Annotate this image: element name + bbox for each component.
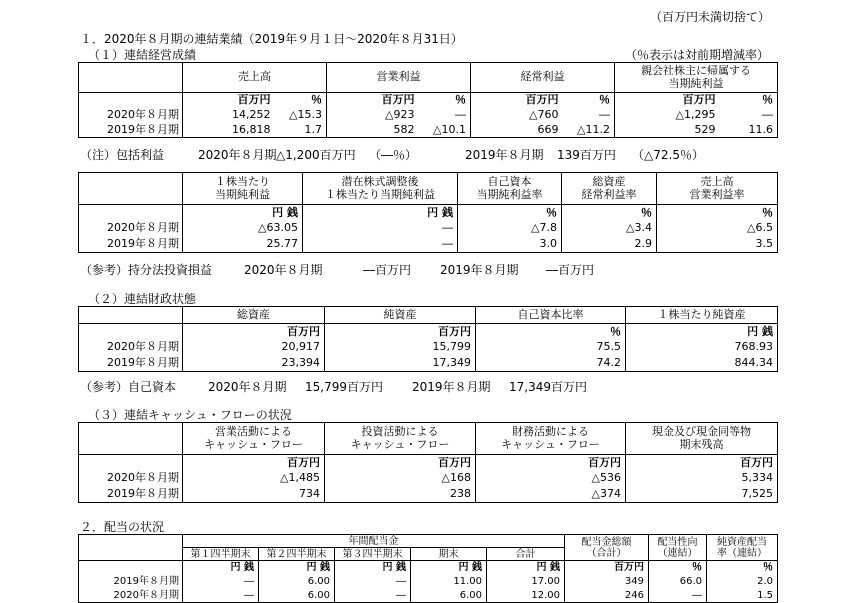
value-cell: △63.05 [183,221,303,237]
unit-cell: ％ [458,205,562,221]
note-year: 2020年８月期 [198,148,277,162]
row-label: 2019年８月期 [79,575,183,589]
value-cell: 6.00 [411,589,487,603]
header-dividend-on-net-assets: 純資産配当 率（連結） [707,535,778,561]
value-cell: △923 [385,107,415,121]
row-label: 2019年８月期 [79,356,183,372]
unit-cell: 百万円 [565,561,649,575]
subsection-title-cash-flows: （３）連結キャッシュ・フローの状況 [88,408,292,422]
dividends-table [78,534,778,603]
header-blank [79,173,183,205]
header-diluted-eps: 潜在株式調整後 １株当たり当期純利益 [303,173,458,205]
operating-results-table [78,62,778,138]
row-label: 2019年８月期 [79,487,183,503]
value-cell: ― [335,589,411,603]
unit-cell: 百万円 [327,93,419,108]
header-blank [79,307,183,324]
unit-cell: 円 銭 [626,324,778,340]
value-cell: 246 [565,589,649,603]
table-row [79,340,778,356]
cash-flow-table [78,422,778,503]
unit-cell: ％ [657,205,778,221]
unit-cell: 円 銭 [487,561,565,575]
unit-cell: ％ [563,93,615,108]
note-value: 15,799百万円 [305,380,383,394]
value-cell: △7.8 [458,221,562,237]
value-cell: 17.00 [487,575,565,589]
note-value: ―百万円 [363,263,412,277]
note-year: 2019年８月期 [440,263,519,277]
unit-cell: 円 銭 [303,205,458,221]
value-cell: ― [303,237,458,253]
value-cell: 6.00 [259,589,335,603]
value-cell: △10.1 [419,123,471,138]
header-financing-cf: 財務活動による キャッシュ・フロー [476,423,626,455]
table-row [79,237,778,253]
value-cell: ― [335,575,411,589]
value-cell: ― [563,108,615,123]
table-row [79,221,778,237]
row-label: 2020年８月期 [79,589,183,603]
value-cell: 2.9 [562,237,657,253]
note-value: △1,200百万円 [276,148,356,162]
header-blank [79,63,183,93]
header-operating-margin: 売上高 営業利益率 [657,173,778,205]
unit-cell: ％ [649,561,707,575]
value-cell: 23,394 [183,356,325,372]
note-value: 17,349百万円 [509,380,587,394]
table-row [79,356,778,372]
value-cell: 768.93 [626,340,778,356]
row-label: 2020年８月期 [79,471,183,487]
header-blank [79,535,183,561]
header-q2: 第２四半期末 [259,548,335,561]
value-cell: △3.4 [562,221,657,237]
header-total: 合計 [487,548,565,561]
equity-method-label: （参考）持分法投資損益 [80,263,213,277]
value-cell: 17,349 [325,356,476,372]
value-cell: △1,295 [675,107,716,121]
subsection-title-financial-position: （２）連結財政状態 [88,292,197,306]
unit-cell: 円 銭 [335,561,411,575]
unit-cell: ％ [419,93,471,108]
header-investing-cf: 投資活動による キャッシュ・フロー [325,423,476,455]
value-cell: 16,818 [183,123,275,138]
note-year: 2020年８月期 [208,380,287,394]
subsection-title-operating-results: （１）連結経営成績 [88,48,197,62]
header-roe: 自己資本 当期純利益率 [458,173,562,205]
header-q3: 第３四半期末 [335,548,411,561]
value-cell: △1,485 [183,471,325,487]
unit-cell: 円 銭 [411,561,487,575]
unit-cell: 百万円 [476,455,626,471]
value-cell: 734 [183,487,325,503]
header-roa: 総資産 経常利益率 [562,173,657,205]
header-net-sales: 売上高 [183,63,327,93]
note-year: 2019年８月期 [412,380,491,394]
comprehensive-income-label: （注）包括利益 [80,148,165,162]
value-cell: △11.2 [563,123,615,138]
table-row [79,589,778,603]
header-annual-dividends: 年間配当金 [183,535,565,548]
value-cell: △168 [325,471,476,487]
value-cell: 7,525 [626,487,778,503]
value-cell: ― [649,589,707,603]
value-cell: 1.5 [707,589,778,603]
value-cell: ― [183,589,259,603]
note-percent: （―％） [369,148,418,162]
note-percent: （△72.5％） [632,148,704,162]
value-cell: △15.3 [275,108,327,123]
unit-cell: ％ [720,93,778,108]
value-cell: 2.0 [707,575,778,589]
header-operating-income: 営業利益 [327,63,471,93]
unit-cell: 百万円 [183,455,325,471]
value-cell: 1.7 [275,123,327,138]
value-cell: 12.00 [487,589,565,603]
header-equity-ratio: 自己資本比率 [476,307,626,324]
header-payout-ratio: 配当性向 （連結） [649,535,707,561]
value-cell: 582 [327,123,419,138]
table-row [79,123,778,138]
per-share-table [78,172,778,253]
financial-position-table [78,306,778,372]
header-operating-cf: 営業活動による キャッシュ・フロー [183,423,325,455]
unit-cell: 円 銭 [259,561,335,575]
table-row [79,108,778,123]
unit-cell: ％ [476,324,626,340]
unit-cell: 円 銭 [183,205,303,221]
note-value: ―百万円 [546,263,595,277]
row-label: 2020年８月期 [79,221,183,237]
header-cash-balance: 現金及び現金同等物 期末残高 [626,423,778,455]
row-label: 2019年８月期 [79,123,183,138]
unit-cell: 百万円 [183,324,325,340]
value-cell: 14,252 [232,107,271,121]
header-blank [79,423,183,455]
percent-note: （％表示は対前期増減率） [625,48,770,62]
row-label: 2019年８月期 [79,237,183,253]
header-q1: 第１四半期末 [183,548,259,561]
header-bps: １株当たり純資産 [626,307,778,324]
section2-title: ２．配当の状況 [80,520,165,534]
value-cell: 20,917 [183,340,325,356]
header-total-assets: 総資産 [183,307,325,324]
value-cell: ― [303,221,458,237]
section1-title: １．2020年８月期の連結業績（2019年９月１日～2020年８月31日） [80,32,463,46]
value-cell: 238 [325,487,476,503]
value-cell: 669 [471,123,563,138]
note-year: 2020年８月期 [244,263,323,277]
value-cell: 66.0 [649,575,707,589]
value-cell: ― [419,108,471,123]
unit-cell: 百万円 [183,93,275,108]
value-cell: △6.5 [657,221,778,237]
value-cell: △760 [529,107,559,121]
value-cell: 15,799 [325,340,476,356]
value-cell: 3.5 [657,237,778,253]
header-net-assets: 純資産 [325,307,476,324]
value-cell: △536 [476,471,626,487]
header-total-dividends: 配当金総額 （合計） [565,535,649,561]
header-ordinary-income: 経常利益 [471,63,615,93]
unit-note: （百万円未満切捨て） [650,10,771,24]
value-cell: 3.0 [458,237,562,253]
unit-cell: 円 銭 [183,561,259,575]
value-cell: 11.6 [720,123,778,138]
table-row [79,575,778,589]
unit-cell: 百万円 [626,455,778,471]
value-cell: ― [720,108,778,123]
value-cell: △374 [476,487,626,503]
table-row [79,471,778,487]
value-cell: 25.77 [183,237,303,253]
value-cell: 11.00 [411,575,487,589]
row-label: 2020年８月期 [79,340,183,356]
unit-cell: 百万円 [615,93,720,108]
unit-cell: ％ [562,205,657,221]
unit-cell: ％ [275,93,327,108]
unit-cell: 百万円 [471,93,563,108]
row-label: 2020年８月期 [79,108,183,123]
note-value: 139百万円 [557,148,616,162]
table-row [79,487,778,503]
value-cell: 529 [615,123,720,138]
header-net-income: 親会社株主に帰属する 当期純利益 [615,63,778,93]
note-year: 2019年８月期 [465,148,544,162]
value-cell: 75.5 [476,340,626,356]
header-year-end: 期末 [411,548,487,561]
header-eps: １株当たり 当期純利益 [183,173,303,205]
unit-cell: 百万円 [325,455,476,471]
unit-cell: ％ [707,561,778,575]
value-cell: 6.00 [259,575,335,589]
value-cell: ― [183,575,259,589]
unit-cell: 百万円 [325,324,476,340]
own-capital-label: （参考）自己資本 [80,380,177,394]
value-cell: 844.34 [626,356,778,372]
value-cell: 349 [565,575,649,589]
value-cell: 74.2 [476,356,626,372]
value-cell: 5,334 [626,471,778,487]
